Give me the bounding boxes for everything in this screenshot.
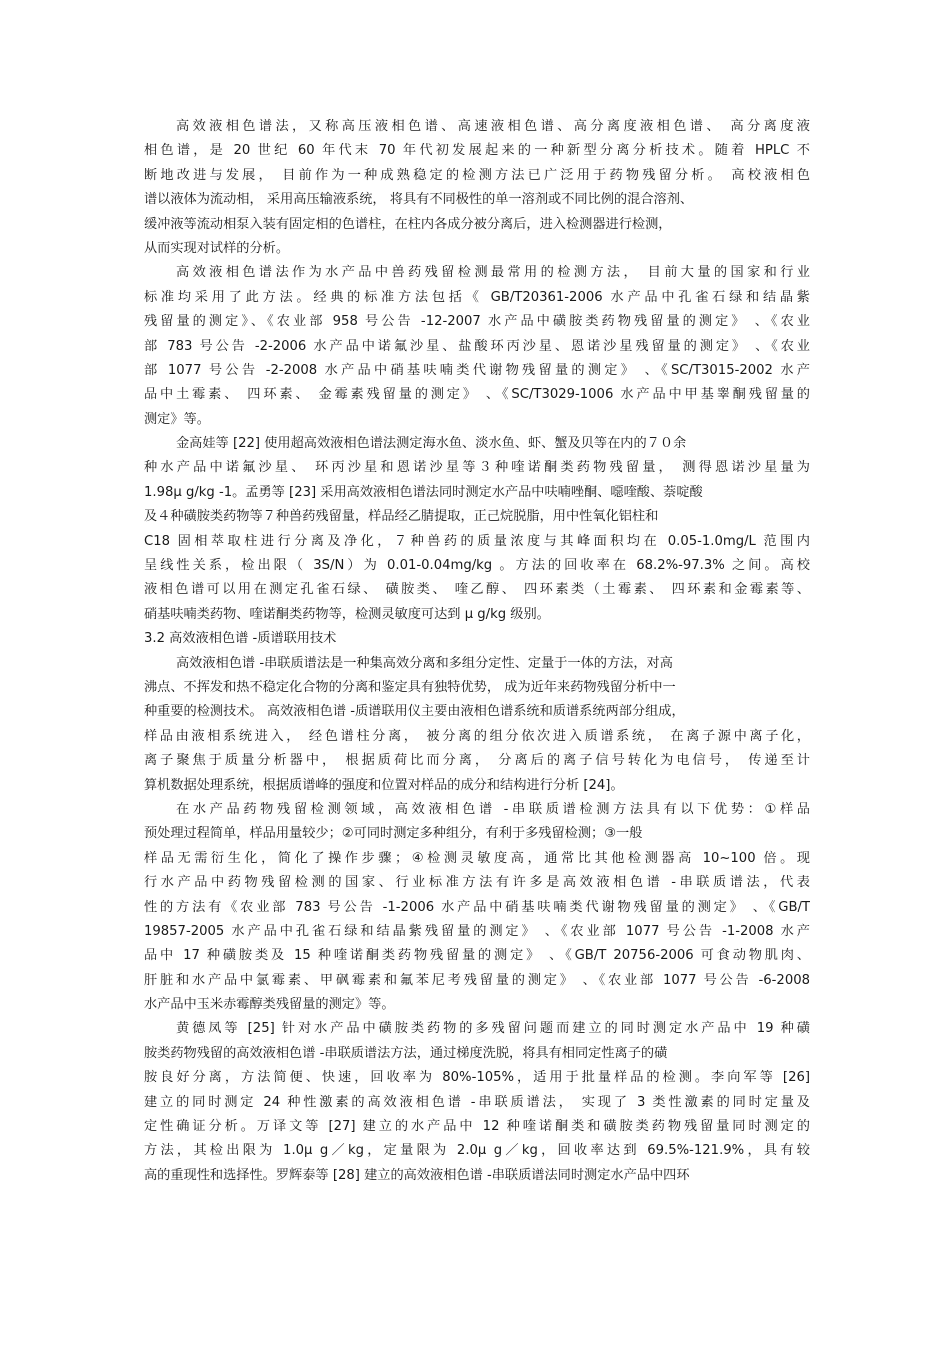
text-line: 行水产品中药物残留检测的国家、行业标准方法有许多是高效液相色谱 -串联质谱法，代表 xyxy=(144,875,810,891)
text-line: 高的重现性和选择性。罗辉泰等 [28] 建立的高效液相色谱 -串联质谱法同时测定水产品中四环 xyxy=(144,1167,690,1183)
text-line: 19857-2005 水产品中孔雀石绿和结晶紫残留量的测定》 、《农业部 1077 号公告 -1-2008 水产 xyxy=(144,923,810,939)
text-line: 离子聚焦于质量分析器中， 根据质荷比而分离， 分离后的离子信号转化为电信号， 传递至计 xyxy=(144,753,810,769)
text-line: 相色谱，是 20 世纪 60 年代末 70 年代初发展起来的一种新型分离分析技术。随着 HPLC 不 xyxy=(144,143,810,159)
text-line: 品中土霉素、 四环素、 金霉素残留量的测定》 、《SC/T3029-1006 水产品中甲基睾酮残留量的 xyxy=(144,387,810,403)
text-line: 黄德凤等 [25] 针对水产品中磺胺类药物的多残留问题而建立的同时测定水产品中 19 种磺 xyxy=(176,1021,810,1037)
text-line: 预处理过程简单，样品用量较少；②可同时测定多种组分，有利于多残留检测；③一般 xyxy=(144,826,643,842)
text-line: 肝脏和水产品中氯霉素、甲砜霉素和氟苯尼考残留量的测定》 、《农业部 1077 号公告 -6-2008 xyxy=(144,972,810,988)
text-line: 高效液相色谱 -串联质谱法是一种集高效分离和多组分定性、定量于一体的方法，对高 xyxy=(176,655,673,671)
text-line: 1.98μ g/kg -1。孟勇等 [23] 采用高效液相色谱法同时测定水产品中呋喃唑酮、噁喹酸、萘啶酸 xyxy=(144,484,703,500)
text-line: 建立的同时测定 24 种性激素的高效液相色谱 -串联质谱法， 实现了 3 类性激素的同时定量及 xyxy=(144,1094,810,1110)
text-line: 金高娃等 [22] 使用超高效液相色谱法测定海水鱼、淡水鱼、虾、蟹及贝等在内的７０余 xyxy=(176,436,687,452)
section-heading: 3.2 高效液相色谱 -质谱联用技术 xyxy=(144,631,337,647)
text-line: 部 1077 号公告 -2-2008 水产品中硝基呋喃类代谢物残留量的测定》 、《SC/T3015-2002 水产 xyxy=(144,362,810,378)
text-line: 种水产品中诺氟沙星、 环丙沙星和恩诺沙星等３种喹诺酮类药物残留量， 测得恩诺沙星量为 xyxy=(144,460,810,476)
text-line: 缓冲液等流动相泵入装有固定相的色谱柱，在柱内各成分被分离后，进入检测器进行检测， xyxy=(144,216,672,232)
text-line: 部 783 号公告 -2-2006 水产品中诺氟沙星、盐酸环丙沙星、恩诺沙星残留量的测定》 、《农业 xyxy=(144,338,810,354)
text-line: 从而实现对试样的分析。 xyxy=(144,240,290,256)
text-line: 高效液相色谱法作为水产品中兽药残留检测最常用的检测方法， 目前大量的国家和行业 xyxy=(176,265,810,281)
text-line: 方法，其检出限为 1.0μ g／kg，定量限为 2.0μ g／kg，回收率达到 69.5%-121.9%，具有较 xyxy=(144,1143,810,1159)
text-line: 液相色谱可以用在测定孔雀石绿、 磺胺类、 喹乙醇、 四环素类（土霉素、 四环素和金霉素等、 xyxy=(144,582,810,598)
text-line: 呈线性关系，检出限（ 3S/N）为 0.01-0.04mg/kg 。方法的回收率在 68.2%-97.3% 之间。高校 xyxy=(144,558,810,574)
text-line: 高效液相色谱法，又称高压液相色谱、高速液相色谱、高分离度液相色谱、 高分离度液 xyxy=(176,119,810,134)
document-body xyxy=(144,115,810,1188)
text-line: C18 固相萃取柱进行分离及净化，７种兽药的质量浓度与其峰面积均在 0.05-1.0mg/L 范围内 xyxy=(144,533,810,549)
text-line: 胺类药物残留的高效液相色谱 -串联质谱法方法，通过梯度洗脱，将具有相同定性离子的磺 xyxy=(144,1045,668,1061)
text-line: 标准均采用了此方法。经典的标准方法包括《 GB/T20361-2006 水产品中孔雀石绿和结晶紫 xyxy=(144,289,810,305)
text-line: 硝基呋喃类药物、喹诺酮类药物等，检测灵敏度可达到 μ g/kg 级别。 xyxy=(144,606,550,622)
text-line: 性的方法有《农业部 783 号公告 -1-2006 水产品中硝基呋喃类代谢物残留量的测定》 、《GB/T xyxy=(144,899,810,915)
text-line: 谱以液体为流动相， 采用高压输液系统， 将具有不同极性的单一溶剂或不同比例的混合溶剂、 xyxy=(144,192,694,208)
text-line: 定性确证分析。万译文等 [27] 建立的水产品中 12 种喹诺酮类和磺胺类药物残留量同时测定的 xyxy=(144,1119,810,1135)
text-line: 水产品中玉米赤霉醇类残留量的测定》等。 xyxy=(144,997,395,1013)
text-line: 及４种磺胺类药物等７种兽药残留量，样品经乙腈提取，正己烷脱脂，用中性氧化铝柱和 xyxy=(144,509,659,525)
text-line: 胺良好分离，方法简便、快速，回收率为 80%-105%，适用于批量样品的检测。李向军等 [26] xyxy=(144,1070,810,1086)
text-line: 品中 17 种磺胺类及 15 种喹诺酮类药物残留量的测定》 、《GB/T 20756-2006 可食动物肌肉、 xyxy=(144,948,810,964)
text-line: 样品无需衍生化，简化了操作步骤；④检测灵敏度高，通常比其他检测器高 10~100 倍。现 xyxy=(144,850,810,866)
text-line: 断地改进与发展， 目前作为一种成熟稳定的检测方法已广泛用于药物残留分析。 高校液相色 xyxy=(144,167,810,183)
text-line: 算机数据处理系统，根据质谱峰的强度和位置对样品的成分和结构进行分析 [24]。 xyxy=(144,777,624,793)
text-line: 残留量的测定》、《农业部 958 号公告 -12-2007 水产品中磺胺类药物残留量的测定》 、《农业 xyxy=(144,314,810,330)
text-line: 在水产品药物残留检测领域，高效液相色谱 -串联质谱检测方法具有以下优势：①样品 xyxy=(176,801,810,817)
text-line: 测定》等。 xyxy=(144,411,210,427)
text-line: 种重要的检测技术。 高效液相色谱 -质谱联用仪主要由液相色谱系统和质谱系统两部分组成， xyxy=(144,704,685,720)
text-line: 样品由液相系统进入， 经色谱柱分离， 被分离的组分依次进入质谱系统， 在离子源中离子化， xyxy=(144,728,810,744)
text-line: 沸点、不挥发和热不稳定化合物的分离和鉴定具有独特优势， 成为近年来药物残留分析中一 xyxy=(144,679,676,695)
